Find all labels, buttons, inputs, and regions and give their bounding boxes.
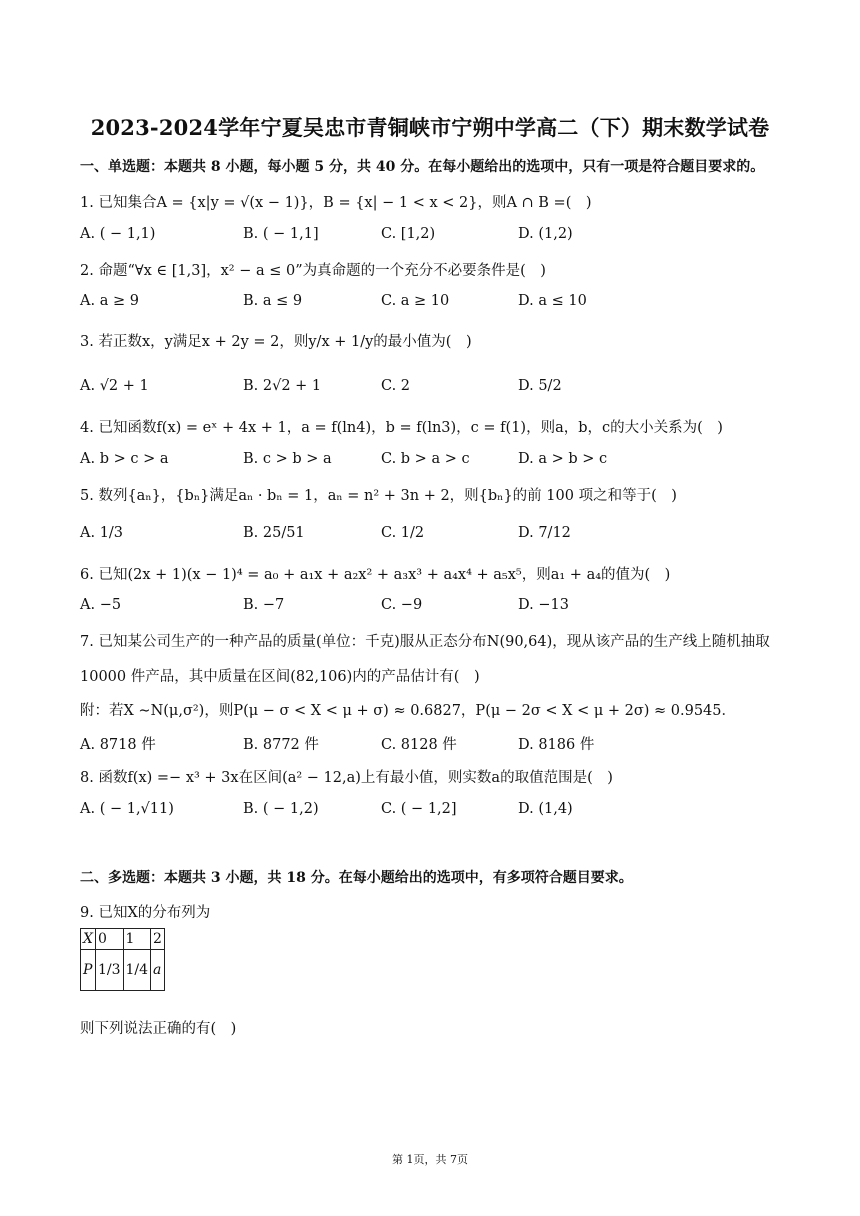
table-cell: X [81,929,96,950]
q3-option-d[interactable]: D. 5/2 [518,378,562,394]
table-cell: 1/3 [95,950,123,991]
q1-option-b[interactable]: B. ( − 1,1] [243,226,319,242]
q5-option-d[interactable]: D. 7/12 [518,525,571,541]
q2-option-a[interactable]: A. a ≥ 9 [80,293,139,309]
q5-option-b[interactable]: B. 25/51 [243,525,305,541]
q5-option-c[interactable]: C. 1/2 [381,525,425,541]
table-cell: 0 [95,929,123,950]
q1-option-d[interactable]: D. (1,2) [518,226,573,242]
table-row [81,929,165,950]
table-cell: a [151,950,165,991]
table-cell: P [81,950,96,991]
q6-option-b[interactable]: B. −7 [243,597,285,613]
question-4-stem: 4. 已知函数f(x) = eˣ + 4x + 1，a = f(ln4)，b = f(ln3)，c = f(1)，则a，b，c的大小关系为( ) [80,420,723,436]
question-3-stem: 3. 若正数x，y满足x + 2y = 2，则y/x + 1/y的最小值为( ) [80,334,472,350]
question-6-stem: 6. 已知(2x + 1)(x − 1)⁴ = a₀ + a₁x + a₂x² + a₃x³ + a₄x⁴ + a₅x⁵，则a₁ + a₄的值为( ) [80,567,671,583]
q8-option-c[interactable]: C. ( − 1,2] [381,801,457,817]
question-9-prompt: 则下列说法正确的有( ) [80,1021,237,1037]
q1-option-a[interactable]: A. ( − 1,1) [80,226,156,242]
question-7-stem-line1: 7. 已知某公司生产的一种产品的质量(单位：千克)服从正态分布N(90,64)，现从该产品的生产线上随机抽取 [80,634,770,650]
q3-option-c[interactable]: C. 2 [381,378,411,394]
q6-option-a[interactable]: A. −5 [80,597,122,613]
q7-option-c[interactable]: C. 8128 件 [381,737,457,753]
question-7-note: 附：若X ∼N(μ,σ²)，则P(μ − σ < X < μ + σ) ≈ 0.6827，P(μ − 2σ < X < μ + 2σ) ≈ 0.9545． [80,703,736,719]
table-row [81,950,165,991]
q3-option-b[interactable]: B. 2√2 + 1 [243,378,322,394]
page-footer: 第 1页，共 7页 [392,1153,468,1166]
question-8-stem: 8. 函数f(x) =− x³ + 3x在区间(a² − 12,a)上有最小值，则实数a的取值范围是( ) [80,770,613,786]
question-7-stem-line2: 10000 件产品，其中质量在区间(82,106)内的产品估计有( ) [80,669,480,685]
q4-option-d[interactable]: D. a > b > c [518,451,608,467]
q7-option-d[interactable]: D. 8186 件 [518,737,595,753]
q5-option-a[interactable]: A. 1/3 [80,525,124,541]
q4-option-b[interactable]: B. c > b > a [243,451,332,467]
table-cell: 1/4 [123,950,151,991]
q7-option-b[interactable]: B. 8772 件 [243,737,319,753]
table-cell: 1 [123,929,151,950]
q8-option-d[interactable]: D. (1,4) [518,801,573,817]
question-1-stem: 1. 已知集合A = {x|y = √(x − 1)}，B = {x| − 1 < x < 2}，则A ∩ B =( ) [80,195,592,211]
q1-option-c[interactable]: C. [1,2) [381,226,436,242]
table-cell: 2 [151,929,165,950]
q2-option-d[interactable]: D. a ≤ 10 [518,293,587,309]
q3-option-a[interactable]: A. √2 + 1 [80,378,149,394]
q4-option-a[interactable]: A. b > c > a [80,451,169,467]
section-single-choice-heading: 一、单选题：本题共 8 小题，每小题 5 分，共 40 分。在每小题给出的选项中，只有一项是符合题目要求的。 [80,159,765,175]
exam-title: 2023-2024学年宁夏吴忠市青铜峡市宁朔中学高二（下）期末数学试卷 [90,115,770,140]
q6-option-c[interactable]: C. −9 [381,597,423,613]
question-5-stem: 5. 数列{aₙ}，{bₙ}满足aₙ · bₙ = 1，aₙ = n² + 3n + 2，则{bₙ}的前 100 项之和等于( ) [80,488,677,504]
question-9-stem: 9. 已知X的分布列为 [80,905,211,921]
distribution-table [80,928,165,991]
q6-option-d[interactable]: D. −13 [518,597,569,613]
q8-option-b[interactable]: B. ( − 1,2) [243,801,319,817]
q2-option-c[interactable]: C. a ≥ 10 [381,293,450,309]
q7-option-a[interactable]: A. 8718 件 [80,737,156,753]
q4-option-c[interactable]: C. b > a > c [381,451,470,467]
q2-option-b[interactable]: B. a ≤ 9 [243,293,303,309]
section-multiple-choice-heading: 二、多选题：本题共 3 小题，共 18 分。在每小题给出的选项中，有多项符合题目要求。 [80,870,633,886]
q8-option-a[interactable]: A. ( − 1,√11) [80,801,174,817]
question-2-stem: 2. 命题“∀x ∈ [1,3]，x² − a ≤ 0”为真命题的一个充分不必要条件是( ) [80,263,546,279]
